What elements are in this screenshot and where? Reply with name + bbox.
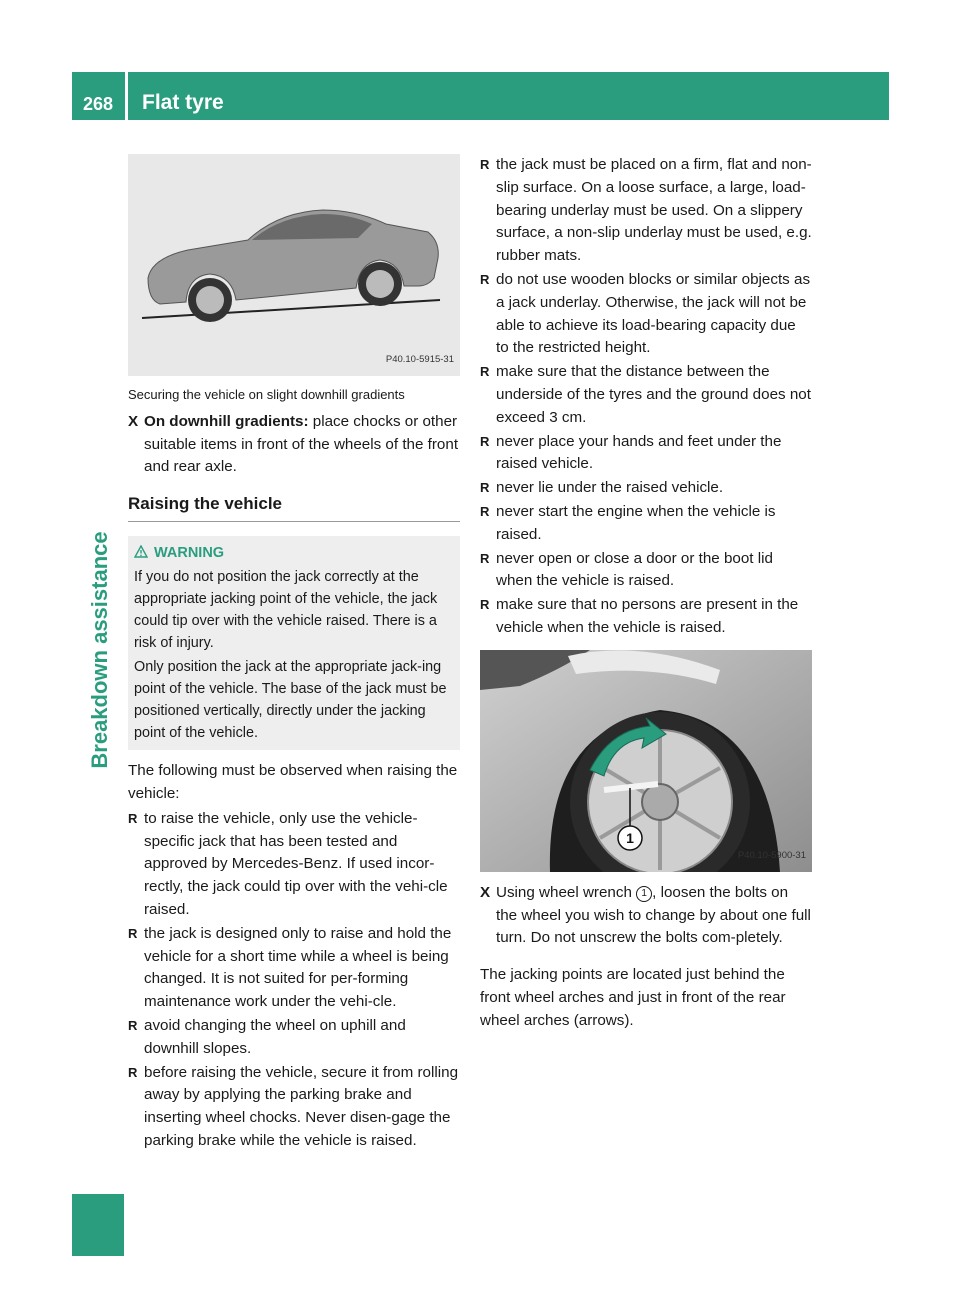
bullet-icon: R	[128, 1064, 138, 1080]
list-item-text: never open or close a door or the boot lid when the vehicle is raised.	[496, 549, 773, 590]
section-side-label: Breakdown assistance	[87, 531, 112, 769]
bullet-icon: R	[480, 597, 490, 613]
list-item	[480, 269, 812, 360]
list-item	[480, 548, 812, 594]
warning-box	[128, 536, 460, 750]
list-item-text: to raise the vehicle, only use the vehicle-specific jack that has been tested and approved by Mercedes-Benz. If used incor-rectly, the jack could tip over with the vehi-cle raised.	[144, 809, 448, 918]
page-title: Flat tyre	[142, 91, 224, 114]
callout-ref-icon: 1	[636, 886, 652, 902]
figure-wheel-wrench	[480, 650, 812, 872]
bullet-list-right	[480, 154, 812, 640]
list-item	[480, 361, 812, 429]
list-item	[480, 477, 812, 500]
instruction-text: Using wheel wrench	[496, 883, 637, 901]
section-title: Raising the vehicle	[128, 493, 460, 522]
warning-label: WARNING	[154, 545, 225, 562]
action-arrow-icon: X	[128, 412, 139, 430]
bullet-icon: R	[480, 157, 490, 172]
instruction-text: , loosen the bolts on the wheel you wish to change by about one full turn. Do not unscrew the bolts com-pletely.	[496, 883, 811, 947]
figure-caption: Securing the vehicle on slight downhill gradients	[128, 387, 405, 402]
header-divider	[125, 72, 128, 120]
warning-triangle-icon	[134, 545, 148, 558]
list-item-text: make sure that no persons are present in the vehicle when the vehicle is raised.	[496, 596, 799, 636]
bullet-icon: R	[128, 925, 138, 941]
action-arrow-icon: X	[480, 883, 491, 901]
car-illustration	[128, 154, 460, 376]
instruction-downhill	[128, 411, 460, 479]
bullet-icon: R	[480, 480, 490, 496]
list-item	[128, 923, 460, 1014]
warning-paragraph-2: Only position the jack at the appropriate jack-ing point of the vehicle. The base of the jack must be positioned vertically, directly under the jacking point of the vehicle.	[134, 659, 447, 742]
list-item-text: never start the engine when the vehicle is raised.	[496, 502, 776, 543]
list-item-text: never place your hands and feet under the raised vehicle.	[496, 432, 782, 473]
instruction-wheel-wrench	[480, 882, 812, 950]
left-column	[128, 154, 460, 1154]
list-item	[480, 594, 812, 640]
list-item-text: before raising the vehicle, secure it from rolling away by applying the parking brake and inserting wheel chocks. Never disen-gage the parking brake while the vehicle is raised.	[144, 1063, 459, 1149]
figure-car-on-slope	[128, 154, 460, 376]
closing-text: The jacking points are located just behind the front wheel arches and just in front of the rear wheel arches (arrows).	[480, 966, 786, 1029]
bullet-icon: R	[480, 271, 490, 287]
callout-number: 1	[626, 829, 634, 846]
bullet-icon: R	[128, 810, 138, 826]
wheel-illustration	[480, 650, 812, 872]
bullet-icon: R	[480, 364, 490, 380]
list-item-text: the jack is designed only to raise and hold the vehicle for a short time while a wheel is being changed. It is not suited for per-forming maintenance work under the vehi-cle.	[144, 924, 452, 1011]
list-item-text: avoid changing the wheel on uphill and downhill slopes.	[144, 1016, 406, 1057]
list-item-text: make sure that the distance between the underside of the tyres and the ground does not exceed 3 cm.	[496, 363, 811, 426]
page-number: 268	[82, 94, 114, 114]
figure-code: P40.10-5900-31	[737, 849, 806, 861]
list-item	[480, 501, 812, 547]
list-item	[480, 431, 812, 477]
right-column	[480, 154, 812, 1035]
list-item	[128, 808, 460, 922]
bullet-list-left	[128, 808, 460, 1153]
list-item-text: the jack must be placed on a firm, flat and non-slip surface. On a loose surface, a large, load-bearing underlay must be used. On a slippery surface, a non-slip underlay must be used, e.g. rubber mats.	[496, 156, 812, 265]
instruction-text: place chocks or other suitable items in front of the wheels of the front and rear axle.	[144, 412, 459, 476]
list-item	[128, 1062, 460, 1153]
warning-heading	[134, 542, 454, 564]
side-tab-marker	[72, 1194, 124, 1256]
bullet-icon: R	[480, 433, 490, 449]
intro-text: The following must be observed when raising the vehicle:	[128, 762, 458, 802]
list-item-text: do not use wooden blocks or similar objects as a jack underlay. Otherwise, the jack will not be able to achieve its load-bearing capacity due to the restricted height.	[496, 270, 811, 357]
page-header	[72, 72, 889, 120]
figure-code: P40.10-5915-31	[385, 354, 454, 366]
warning-paragraph-1: If you do not position the jack correctly at the appropriate jacking point of the vehicle, the jack could tip over with the vehicle raised. There is a risk of injury.	[134, 569, 438, 652]
list-item	[128, 1015, 460, 1061]
bullet-icon: R	[128, 1017, 138, 1033]
list-item-text: never lie under the raised vehicle.	[496, 479, 724, 497]
bullet-icon: R	[480, 550, 490, 566]
instruction-bold: On downhill gradients:	[144, 412, 309, 430]
bullet-icon: R	[480, 503, 490, 519]
list-item	[480, 154, 812, 268]
